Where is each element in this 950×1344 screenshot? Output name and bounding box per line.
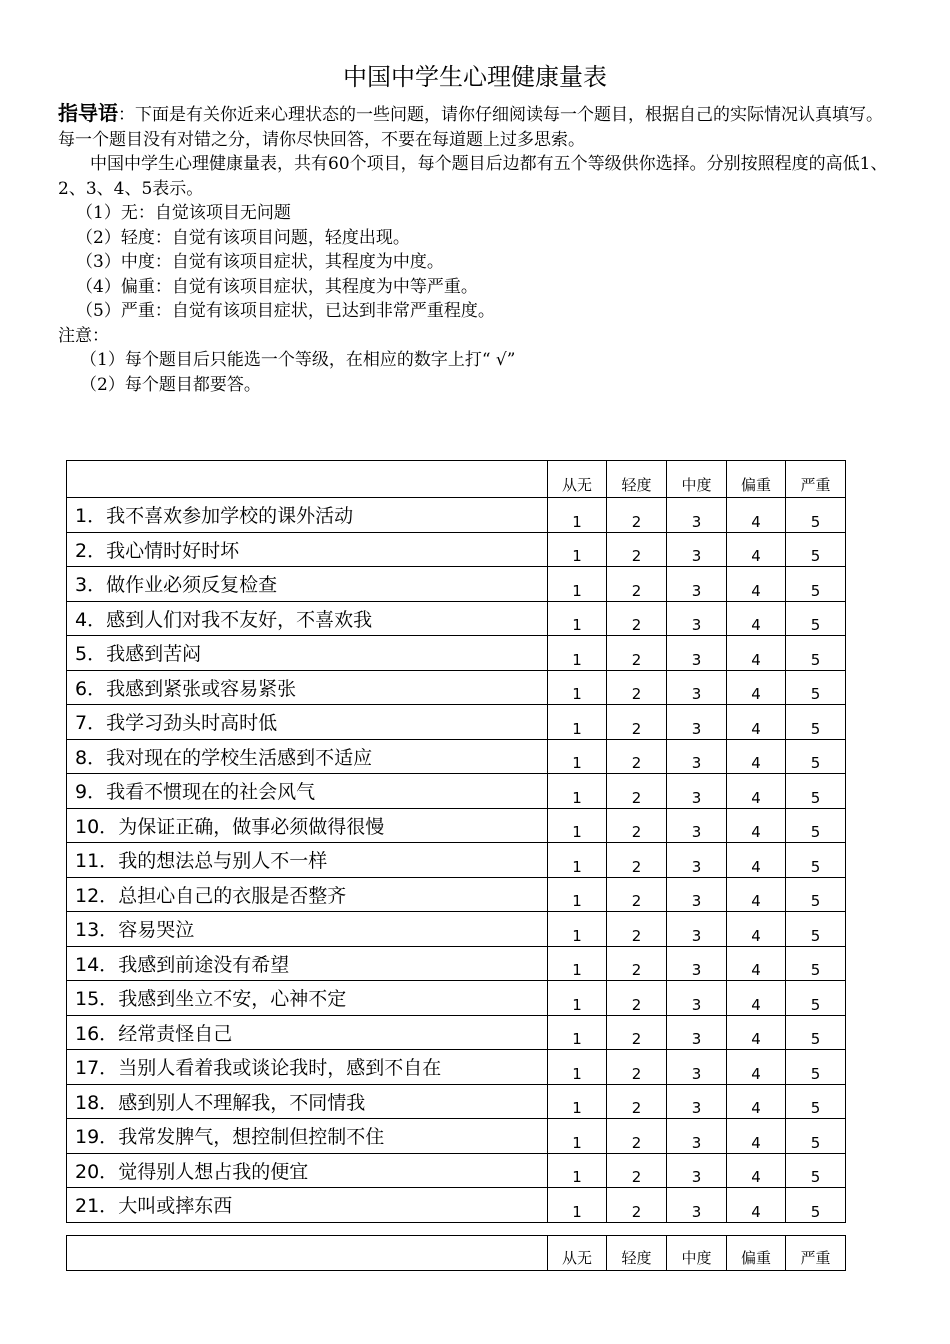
- intro-paragraph-1: [58, 101, 898, 152]
- question-text: [67, 705, 548, 740]
- option-2[interactable]: 2: [607, 739, 667, 774]
- option-3[interactable]: 3: [667, 1153, 727, 1188]
- intro-text-1: 下面是有关你近来心理状态的一些问题，请你仔细阅读每一个题目，根据自己的实际情况认真填写。每一个题目没有对错之分，请你尽快回答，不要在每道题上过多思索。: [58, 105, 883, 150]
- question-row: [67, 877, 846, 912]
- option-4[interactable]: 4: [727, 601, 786, 636]
- question-text: [67, 601, 548, 636]
- question-text: [67, 670, 548, 705]
- question-text: [67, 567, 548, 602]
- lead-colon: ：: [118, 105, 135, 125]
- question-label: 我常发脾气，想控制但控制不住: [118, 1126, 385, 1149]
- question-row: [67, 705, 846, 740]
- option-4[interactable]: 4: [727, 498, 786, 533]
- option-1[interactable]: 1: [548, 1084, 607, 1119]
- option-3[interactable]: 3: [667, 670, 727, 705]
- option-4[interactable]: 4: [727, 1084, 786, 1119]
- question-label: 总担心自己的衣服是否整齐: [118, 884, 347, 907]
- option-4[interactable]: 4: [727, 670, 786, 705]
- question-label: 我感到苦闷: [106, 643, 202, 666]
- option-3[interactable]: 3: [667, 601, 727, 636]
- question-text: [67, 912, 548, 947]
- header-1: 从无: [548, 461, 607, 498]
- option-2[interactable]: 2: [607, 808, 667, 843]
- table-header-row: [67, 1236, 846, 1271]
- option-4[interactable]: 4: [727, 567, 786, 602]
- option-5[interactable]: 5: [786, 1084, 846, 1119]
- option-5[interactable]: 5: [786, 1188, 846, 1223]
- question-label: 当别人看着我或谈论我时，感到不自在: [118, 1057, 442, 1080]
- option-5[interactable]: 5: [786, 670, 846, 705]
- question-label: 我心情时好时坏: [106, 539, 240, 562]
- question-row: [67, 636, 846, 671]
- option-5[interactable]: 5: [786, 498, 846, 533]
- option-5[interactable]: 5: [786, 1119, 846, 1154]
- question-row: [67, 1015, 846, 1050]
- question-label: 我学习劲头时高时低: [106, 712, 278, 735]
- option-2[interactable]: 2: [607, 1188, 667, 1223]
- option-3[interactable]: 3: [667, 1084, 727, 1119]
- question-row: [67, 567, 846, 602]
- option-1[interactable]: 1: [548, 705, 607, 740]
- question-row: [67, 739, 846, 774]
- option-3[interactable]: 3: [667, 843, 727, 878]
- option-4[interactable]: 4: [727, 1015, 786, 1050]
- option-5[interactable]: 5: [786, 1050, 846, 1085]
- question-number: 11．: [75, 850, 119, 873]
- option-5[interactable]: 5: [786, 636, 846, 671]
- question-number: 10．: [75, 815, 119, 838]
- option-2[interactable]: 2: [607, 1119, 667, 1154]
- question-text: [67, 1050, 548, 1085]
- question-number: 21．: [75, 1195, 119, 1218]
- scale-table: [66, 460, 846, 1223]
- question-text: [67, 981, 548, 1016]
- option-1[interactable]: 1: [548, 981, 607, 1016]
- option-2[interactable]: 2: [607, 912, 667, 947]
- option-5[interactable]: 5: [786, 532, 846, 567]
- question-text: [67, 808, 548, 843]
- level-2: （2）轻度：自觉有该项目问题，轻度出现。: [76, 227, 410, 248]
- option-5[interactable]: 5: [786, 981, 846, 1016]
- level-1: （1）无：自觉该项目无问题: [76, 203, 291, 223]
- option-1[interactable]: 1: [548, 912, 607, 947]
- question-text: [67, 1119, 548, 1154]
- question-text: [67, 774, 548, 809]
- question-row: [67, 498, 846, 533]
- option-2[interactable]: 2: [607, 1015, 667, 1050]
- option-4[interactable]: 4: [727, 877, 786, 912]
- question-row: [67, 1119, 846, 1154]
- option-4[interactable]: 4: [727, 981, 786, 1016]
- option-3[interactable]: 3: [667, 532, 727, 567]
- question-number: 15．: [75, 988, 119, 1011]
- option-1[interactable]: 1: [548, 1153, 607, 1188]
- question-label: 经常责怪自己: [118, 1022, 233, 1045]
- table-header-row: [67, 461, 846, 498]
- question-row: [67, 981, 846, 1016]
- question-label: 我感到前途没有希望: [118, 953, 290, 976]
- option-1[interactable]: 1: [548, 1015, 607, 1050]
- option-4[interactable]: 4: [727, 843, 786, 878]
- option-3[interactable]: 3: [667, 946, 727, 981]
- option-1[interactable]: 1: [548, 739, 607, 774]
- option-4[interactable]: 4: [727, 774, 786, 809]
- question-text: [67, 877, 548, 912]
- option-2[interactable]: 2: [607, 774, 667, 809]
- option-3[interactable]: 3: [667, 636, 727, 671]
- question-text: [67, 843, 548, 878]
- option-3[interactable]: 3: [667, 1188, 727, 1223]
- option-4[interactable]: 4: [727, 808, 786, 843]
- question-text: [67, 498, 548, 533]
- question-text: [67, 1015, 548, 1050]
- option-2[interactable]: 2: [607, 1050, 667, 1085]
- option-3[interactable]: 3: [667, 912, 727, 947]
- option-1[interactable]: 1: [548, 670, 607, 705]
- option-3[interactable]: 3: [667, 739, 727, 774]
- level-4: （4）偏重：自觉有该项目症状，其程度为中等严重。: [76, 276, 478, 297]
- question-row: [67, 1153, 846, 1188]
- question-number: 12．: [75, 884, 119, 907]
- option-1[interactable]: 1: [548, 532, 607, 567]
- header-5: 严重: [786, 461, 846, 498]
- question-text: [67, 739, 548, 774]
- question-number: 3．: [75, 574, 107, 597]
- option-5[interactable]: 5: [786, 774, 846, 809]
- option-2[interactable]: 2: [607, 1084, 667, 1119]
- option-5[interactable]: 5: [786, 877, 846, 912]
- option-5[interactable]: 5: [786, 739, 846, 774]
- question-text: [67, 1153, 548, 1188]
- scale-table-continued: [66, 1235, 846, 1271]
- level-3: （3）中度：自觉有该项目症状，其程度为中度。: [76, 252, 444, 272]
- option-2[interactable]: 2: [607, 705, 667, 740]
- intro-paragraph-2: 中国中学生心理健康量表，共有60个项目，每个题目后边都有五个等级供你选择。分别按照程度的高低1、2、3、4、5表示。: [58, 154, 888, 199]
- option-2[interactable]: 2: [607, 946, 667, 981]
- question-label: 我看不惯现在的社会风气: [106, 781, 316, 804]
- question-number: 2．: [75, 539, 107, 562]
- header-4: 偏重: [727, 461, 786, 498]
- page-title: 中国中学生心理健康量表: [343, 63, 607, 91]
- option-1[interactable]: 1: [548, 877, 607, 912]
- question-text: [67, 1188, 548, 1223]
- question-number: 17．: [75, 1057, 119, 1080]
- option-2[interactable]: 2: [607, 981, 667, 1016]
- option-4[interactable]: 4: [727, 912, 786, 947]
- option-5[interactable]: 5: [786, 946, 846, 981]
- note-title: 注意：: [58, 325, 109, 346]
- question-number: 13．: [75, 919, 119, 942]
- question-text: [67, 532, 548, 567]
- option-3[interactable]: 3: [667, 498, 727, 533]
- question-label: 大叫或摔东西: [118, 1195, 233, 1218]
- question-label: 我对现在的学校生活感到不适应: [106, 746, 373, 769]
- question-label: 感到别人不理解我，不同情我: [118, 1091, 366, 1114]
- option-2[interactable]: 2: [607, 532, 667, 567]
- option-3[interactable]: 3: [667, 1119, 727, 1154]
- option-3[interactable]: 3: [667, 774, 727, 809]
- option-5[interactable]: 5: [786, 843, 846, 878]
- question-row: [67, 912, 846, 947]
- option-3[interactable]: 3: [667, 1050, 727, 1085]
- question-number: 8．: [75, 746, 107, 769]
- question-number: 18．: [75, 1091, 119, 1114]
- question-number: 9．: [75, 781, 107, 804]
- option-3[interactable]: 3: [667, 808, 727, 843]
- option-4[interactable]: 4: [727, 946, 786, 981]
- option-3[interactable]: 3: [667, 705, 727, 740]
- question-row: [67, 1084, 846, 1119]
- header-5: 严重: [786, 1236, 846, 1271]
- question-number: 6．: [75, 677, 107, 700]
- option-2[interactable]: 2: [607, 498, 667, 533]
- option-2[interactable]: 2: [607, 601, 667, 636]
- option-4[interactable]: 4: [727, 1119, 786, 1154]
- option-3[interactable]: 3: [667, 567, 727, 602]
- question-label: 我感到紧张或容易紧张: [106, 677, 297, 700]
- option-5[interactable]: 5: [786, 601, 846, 636]
- instructions: [58, 101, 898, 397]
- question-number: 16．: [75, 1022, 119, 1045]
- question-number: 4．: [75, 608, 107, 631]
- option-4[interactable]: 4: [727, 1050, 786, 1085]
- header-4: 偏重: [727, 1236, 786, 1271]
- option-5[interactable]: 5: [786, 912, 846, 947]
- option-1[interactable]: 1: [548, 774, 607, 809]
- option-4[interactable]: 4: [727, 1153, 786, 1188]
- option-2[interactable]: 2: [607, 670, 667, 705]
- level-5: （5）严重：自觉有该项目症状，已达到非常严重程度。: [76, 301, 495, 321]
- option-4[interactable]: 4: [727, 532, 786, 567]
- option-1[interactable]: 1: [548, 843, 607, 878]
- question-number: 5．: [75, 643, 107, 666]
- option-1[interactable]: 1: [548, 1119, 607, 1154]
- question-row: [67, 774, 846, 809]
- question-text: [67, 946, 548, 981]
- question-label: 我不喜欢参加学校的课外活动: [106, 505, 354, 528]
- option-1[interactable]: 1: [548, 567, 607, 602]
- question-label: 容易哭泣: [118, 919, 195, 942]
- question-label: 觉得别人想占我的便宜: [118, 1160, 309, 1183]
- option-3[interactable]: 3: [667, 1015, 727, 1050]
- question-label: 做作业必须反复检查: [106, 574, 278, 597]
- option-2[interactable]: 2: [607, 877, 667, 912]
- option-4[interactable]: 4: [727, 739, 786, 774]
- question-row: [67, 946, 846, 981]
- question-row: [67, 532, 846, 567]
- option-5[interactable]: 5: [786, 705, 846, 740]
- question-label: 为保证正确，做事必须做得很慢: [118, 815, 385, 838]
- note-1: （1）每个题目后只能选一个等级，在相应的数字上打“ √”: [80, 350, 516, 370]
- option-1[interactable]: 1: [548, 636, 607, 671]
- question-label: 感到人们对我不友好，不喜欢我: [106, 608, 373, 631]
- option-1[interactable]: 1: [548, 498, 607, 533]
- question-number: 14．: [75, 953, 119, 976]
- question-row: [67, 1050, 846, 1085]
- lead-label: 指导语: [58, 101, 118, 125]
- option-5[interactable]: 5: [786, 567, 846, 602]
- option-1[interactable]: 1: [548, 808, 607, 843]
- header-1: 从无: [548, 1236, 607, 1271]
- header-blank-cell: [67, 461, 548, 498]
- question-row: [67, 808, 846, 843]
- option-2[interactable]: 2: [607, 1153, 667, 1188]
- option-4[interactable]: 4: [727, 705, 786, 740]
- question-label: 我的想法总与别人不一样: [118, 850, 328, 873]
- header-2: 轻度: [607, 1236, 667, 1271]
- option-2[interactable]: 2: [607, 843, 667, 878]
- question-row: [67, 843, 846, 878]
- option-3[interactable]: 3: [667, 981, 727, 1016]
- option-1[interactable]: 1: [548, 1188, 607, 1223]
- header-3: 中度: [667, 1236, 727, 1271]
- question-number: 19．: [75, 1126, 119, 1149]
- question-row: [67, 1188, 846, 1223]
- header-blank-cell: [67, 1236, 548, 1271]
- question-label: 我感到坐立不安，心神不定: [118, 988, 347, 1011]
- option-3[interactable]: 3: [667, 877, 727, 912]
- question-number: 7．: [75, 712, 107, 735]
- question-number: 20．: [75, 1160, 119, 1183]
- question-number: 1．: [75, 505, 107, 528]
- question-text: [67, 636, 548, 671]
- option-2[interactable]: 2: [607, 567, 667, 602]
- option-4[interactable]: 4: [727, 636, 786, 671]
- option-2[interactable]: 2: [607, 636, 667, 671]
- option-4[interactable]: 4: [727, 1188, 786, 1223]
- option-1[interactable]: 1: [548, 1050, 607, 1085]
- option-1[interactable]: 1: [548, 601, 607, 636]
- question-text: [67, 1084, 548, 1119]
- header-2: 轻度: [607, 461, 667, 498]
- option-5[interactable]: 5: [786, 1153, 846, 1188]
- header-3: 中度: [667, 461, 727, 498]
- option-5[interactable]: 5: [786, 808, 846, 843]
- option-1[interactable]: 1: [548, 946, 607, 981]
- question-row: [67, 601, 846, 636]
- note-2: （2）每个题目都要答。: [80, 374, 261, 395]
- question-row: [67, 670, 846, 705]
- option-5[interactable]: 5: [786, 1015, 846, 1050]
